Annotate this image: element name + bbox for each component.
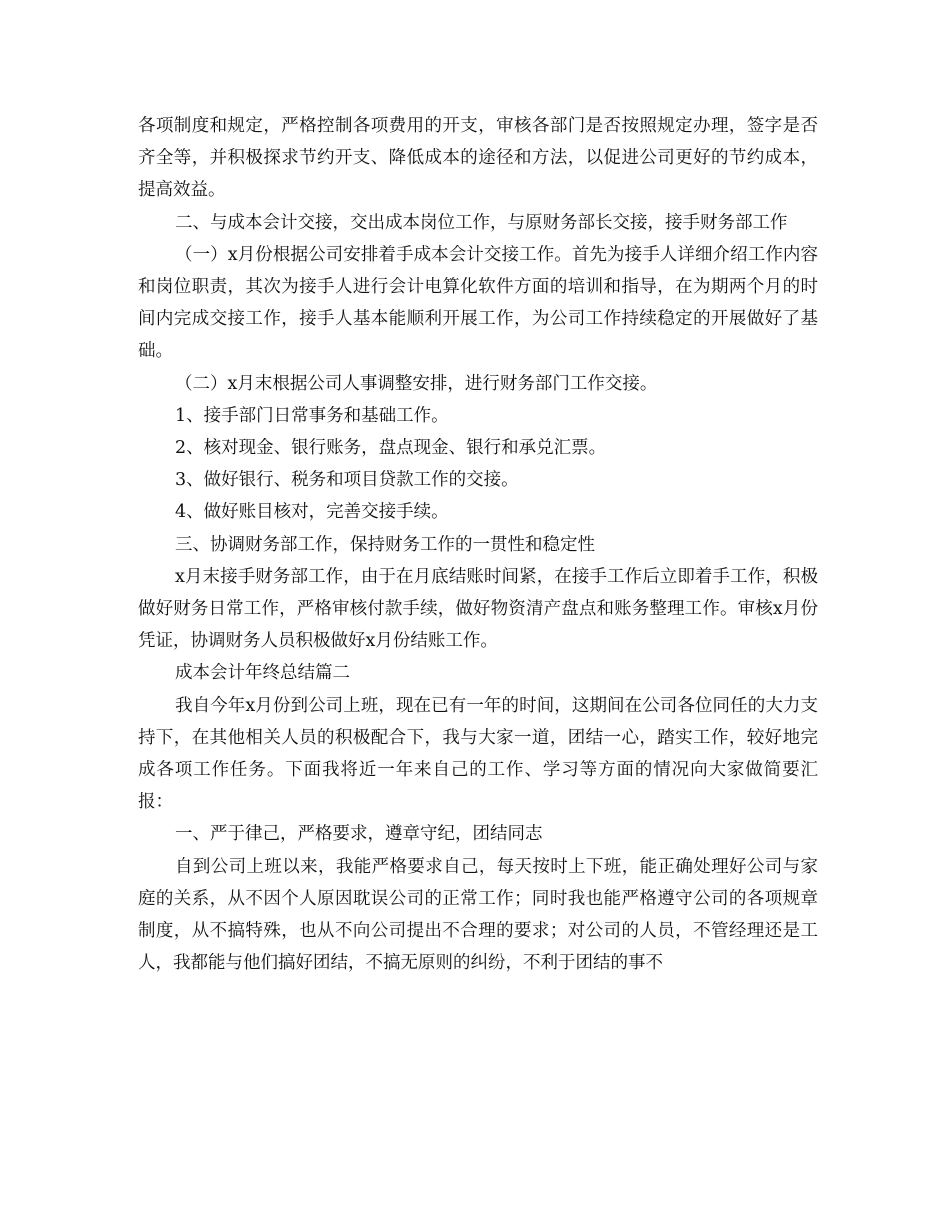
- paragraph: 4、做好账目核对，完善交接手续。: [175, 502, 449, 523]
- paragraph: 3、做好银行、税务和项目贷款工作的交接。: [175, 470, 519, 491]
- paragraph: 各项制度和规定，严格控制各项费用的开支，审核各部门是否按照规定办理，签字是否齐全等，并积极探求节约开支、降低成本的途径和方法，以促进公司更好的节约成本，提高效益。: [138, 116, 818, 201]
- paragraph: 二、与成本会计交接，交出成本岗位工作，与原财务部长交接，接手财务部工作: [175, 212, 788, 233]
- paragraph: 一、严于律己，严格要求，遵章守纪，团结同志: [175, 824, 543, 845]
- paragraph: （一）x月份根据公司安排着手成本会计交接工作。首先为接手人详细介绍工作内容和岗位职责，其次为接手人进行会计电算化软件方面的培训和指导，在为期两个月的时间内完成交接工作，接手人基本能顺利开展工作，为公司工作持续稳定的开展做好了基础。: [138, 244, 818, 362]
- paragraph: x月末接手财务部工作，由于在月底结账时间紧，在接手工作后立即着手工作，积极做好财务日常工作，严格审核付款手续，做好物资清产盘点和账务整理工作。审核x月份凭证，协调财务人员积极做好x月份结账工作。: [138, 566, 818, 652]
- paragraph: 我自今年x月份到公司上班，现在已有一年的时间，这期间在公司各位同任的大力支持下，在其他相关人员的积极配合下，我与大家一道，团结一心，踏实工作，较好地完成各项工作任务。下面我将近一年来自己的工作、学习等方面的情况向大家做简要汇报：: [138, 695, 818, 813]
- paragraph: 自到公司上班以来，我能严格要求自己，每天按时上下班，能正确处理好公司与家庭的关系，从不因个人原因耽误公司的正常工作；同时我也能严格遵守公司的各项规章制度，从不搞特殊，也从不向公司提出不合理的要求；对公司的人员，不管经理还是工人，我都能与他们搞好团结，不搞无原则的纠纷，不利于团结的事不: [138, 856, 818, 974]
- paragraph: （二）x月末根据公司人事调整安排，进行财务部门工作交接。: [175, 373, 658, 394]
- document-body: [138, 110, 818, 979]
- paragraph: 2、核对现金、银行账务，盘点现金、银行和承兑汇票。: [175, 438, 607, 459]
- paragraph: 成本会计年终总结篇二: [175, 663, 350, 684]
- paragraph: 三、协调财务部工作，保持财务工作的一贯性和稳定性: [175, 534, 595, 555]
- paragraph: 1、接手部门日常事务和基础工作。: [175, 405, 449, 426]
